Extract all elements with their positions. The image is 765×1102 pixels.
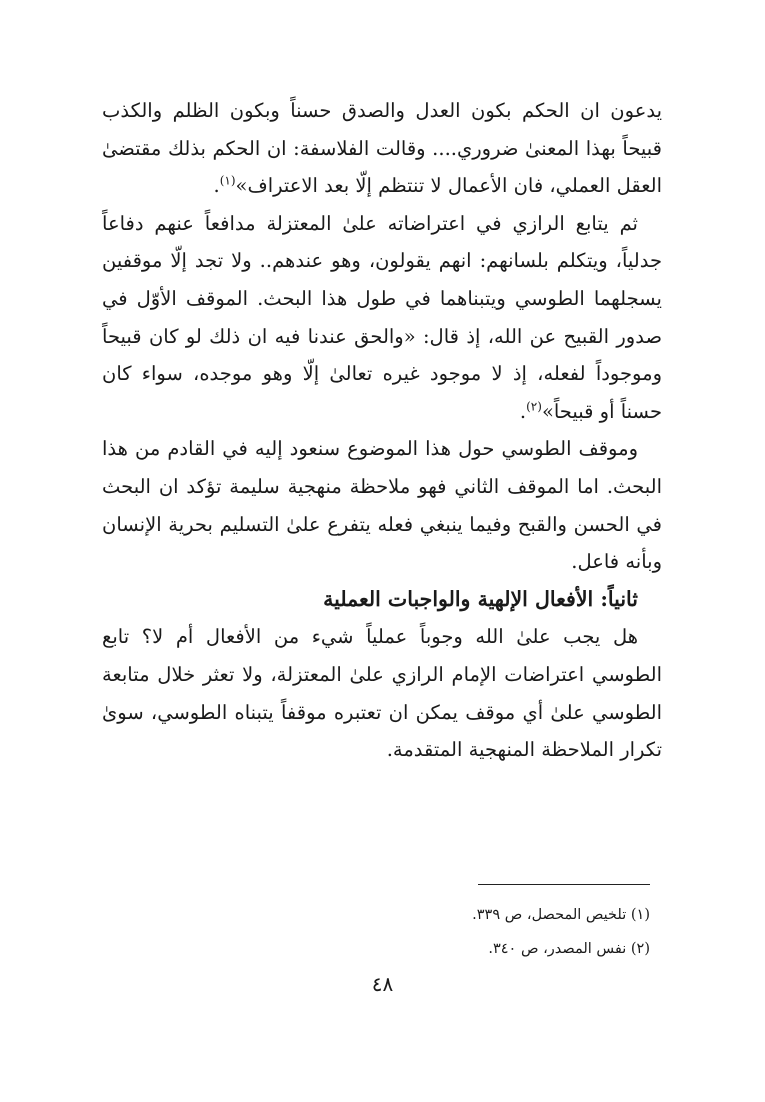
paragraph-1-end: . [213, 174, 220, 198]
paragraph-2-end: . [519, 399, 527, 423]
paragraph-1 [102, 92, 662, 205]
footnote-divider [478, 884, 650, 885]
footnote-2: (٢) نفس المصدر، ص ٣٤٠. [488, 941, 650, 957]
footnote-1: (١) تلخيص المحصل، ص ٣٣٩. [472, 907, 650, 923]
section-heading: ثانياً: الأفعال الإلهية والواجبات العملية [323, 586, 638, 611]
footnotes [380, 898, 650, 966]
footnote-ref-1: (١) [219, 173, 236, 188]
footnote-ref-2: (٢) [526, 399, 542, 414]
paragraph-2-text: ثم يتابع الرازي في اعتراضاته علىٰ المعتزلة مدافعاً عنهم دفاعاً جدلياً، ويتكلم بلسانهم: انهم يقولون، وهو عندهم.. ولا تجد إلّا موقفين يسجلهما الطوسي ويتبناهما في طول هذا البحث. الموقف الأوّل في صدور القبيح عن الله، إذ قال: «والحق عندنا فيه ان ذلك لو كان قبيحاً وموجوداً لفعله، إذ لا موجود غيره تعالىٰ إلّا وهو موجده، سواء كان حسناً أو قبيحاً» [102, 211, 662, 423]
paragraph-1-text: يدعون ان الحكم بكون العدل والصدق حسناً وبكون الظلم والكذب قبيحاً بهذا المعنىٰ ضروري.... وقالت الفلاسفة: ان الحكم بذلك مقتضىٰ العقل العملي، فان الأعمال لا تنتظم إلّا بعد الاعتراف» [102, 99, 662, 198]
paragraph-3: وموقف الطوسي حول هذا الموضوع سنعود إليه في القادم من هذا البحث. اما الموقف الثاني فهو ملاحظة منهجية سليمة تؤكد ان البحث في الحسن والقبح وفيما ينبغي فعله يتفرع علىٰ التسليم بحرية الإنسان وبأنه فاعل. [102, 437, 662, 574]
paragraph-4: هل يجب علىٰ الله وجوباً عملياً شيء من الأفعال أم لا؟ تابع الطوسي اعتراضات الإمام الرازي علىٰ المعتزلة، ولا تعثر خلال متابعة الطوسي علىٰ أي موقف يمكن ان تعتبره موقفاً يتبناه الطوسي، سوىٰ تكرار الملاحظة المنهجية المتقدمة. [102, 625, 662, 762]
paragraph-2 [102, 205, 662, 431]
page-number: ٤٨ [371, 972, 394, 996]
main-text [102, 92, 662, 769]
